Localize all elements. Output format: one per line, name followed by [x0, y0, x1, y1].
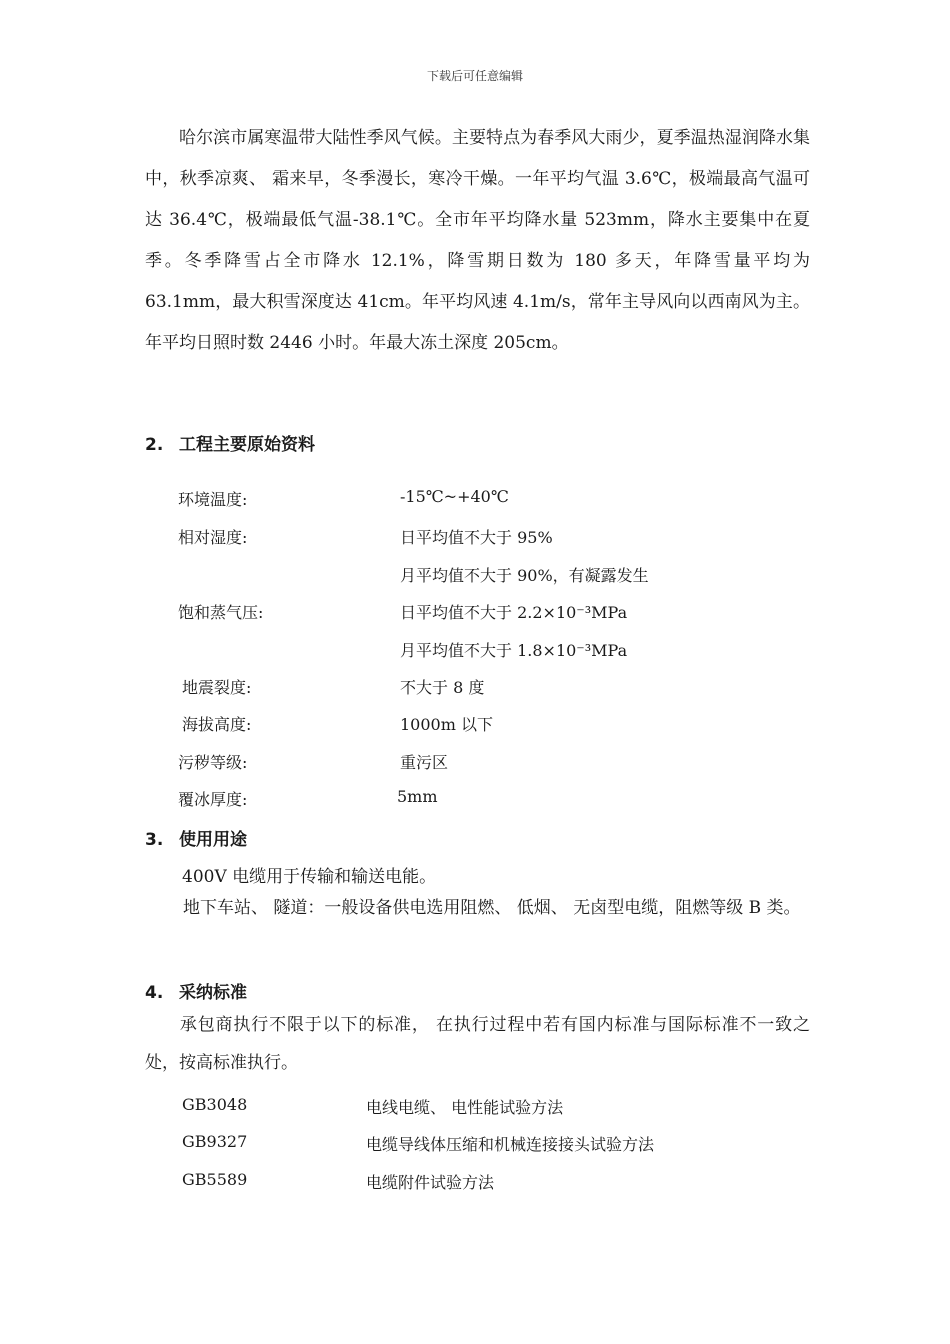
usage-line-2 — [145, 889, 810, 927]
standard-desc-2: 电缆导线体压缩和机械连接接头试验方法 — [366, 1135, 655, 1154]
spec-label-seismic: 地震裂度: — [182, 678, 252, 697]
climate-text: 哈尔滨市属寒温带大陆性季风气候。主要特点为春季风大雨少，夏季温热湿润降水集中，秋季凉爽、 霜来早，冬季漫长，寒冷干燥。一年平均气温 3.6℃，极端最高气温可达 36.4℃，极端最低气温-38.1℃。全市年平均降水量 523mm，降水主要集中在夏季。冬季降雪占全市降水 12.1%，降雪期日数为 180 多天，年降雪量平均为 63.1mm，最大积雪深度达 41cm。年平均风速 4.1m/s，常年主导风向以西南风为主。年平均日照时数 2446 小时。年最大冻土深度 205cm。 — [145, 128, 810, 353]
section-2-heading — [145, 430, 315, 455]
section-4-number: 4. — [145, 983, 164, 1003]
section-3-number: 3. — [145, 830, 164, 850]
spec-value-seismic: 不大于 8 度 — [400, 678, 485, 697]
spec-label-temperature: 环境温度: — [178, 490, 248, 509]
spec-label-pollution: 污秽等级: — [178, 753, 248, 772]
page-header: 下载后可任意编辑 — [426, 69, 523, 83]
spec-value-ice: 5mm — [397, 787, 438, 806]
section-2-number: 2. — [145, 435, 164, 455]
climate-paragraph — [145, 118, 810, 364]
standard-desc-3: 电缆附件试验方法 — [366, 1173, 495, 1192]
standards-intro-text: 承包商执行不限于以下的标准， 在执行过程中若有国内标准与国际标准不一致之处，按高标准执行。 — [145, 1015, 810, 1073]
standard-code-1: GB3048 — [182, 1095, 248, 1114]
standards-intro — [145, 1006, 810, 1082]
usage-line-2-text: 地下车站、 隧道：一般设备供电选用阻燃、 低烟、 无卤型电缆，阻燃等级 B 类。 — [183, 898, 801, 918]
section-4-title: 采纳标准 — [179, 983, 247, 1003]
spec-value-vapor-monthly: 月平均值不大于 1.8×10⁻³MPa — [400, 641, 628, 660]
spec-value-vapor-daily: 日平均值不大于 2.2×10⁻³MPa — [400, 603, 628, 622]
spec-label-altitude: 海拔高度: — [182, 715, 252, 734]
spec-value-humidity-monthly: 月平均值不大于 90%，有凝露发生 — [400, 566, 649, 585]
spec-label-ice: 覆冰厚度: — [178, 790, 248, 809]
section-2-title: 工程主要原始资料 — [179, 435, 315, 455]
standard-code-2: GB9327 — [182, 1132, 248, 1151]
section-3-title: 使用用途 — [179, 830, 247, 850]
spec-value-humidity-daily: 日平均值不大于 95% — [400, 528, 553, 547]
section-3-heading — [145, 825, 247, 850]
spec-value-altitude: 1000m 以下 — [400, 715, 493, 734]
spec-value-temperature: -15℃~+40℃ — [400, 487, 509, 506]
spec-label-vapor-pressure: 饱和蒸气压: — [178, 603, 264, 622]
standard-code-3: GB5589 — [182, 1170, 248, 1189]
spec-value-pollution: 重污区 — [400, 753, 449, 772]
section-4-heading — [145, 978, 247, 1003]
usage-line-1: 400V 电缆用于传输和输送电能。 — [182, 867, 437, 887]
standard-desc-1: 电线电缆、 电性能试验方法 — [366, 1098, 564, 1117]
spec-label-humidity: 相对湿度: — [178, 528, 248, 547]
